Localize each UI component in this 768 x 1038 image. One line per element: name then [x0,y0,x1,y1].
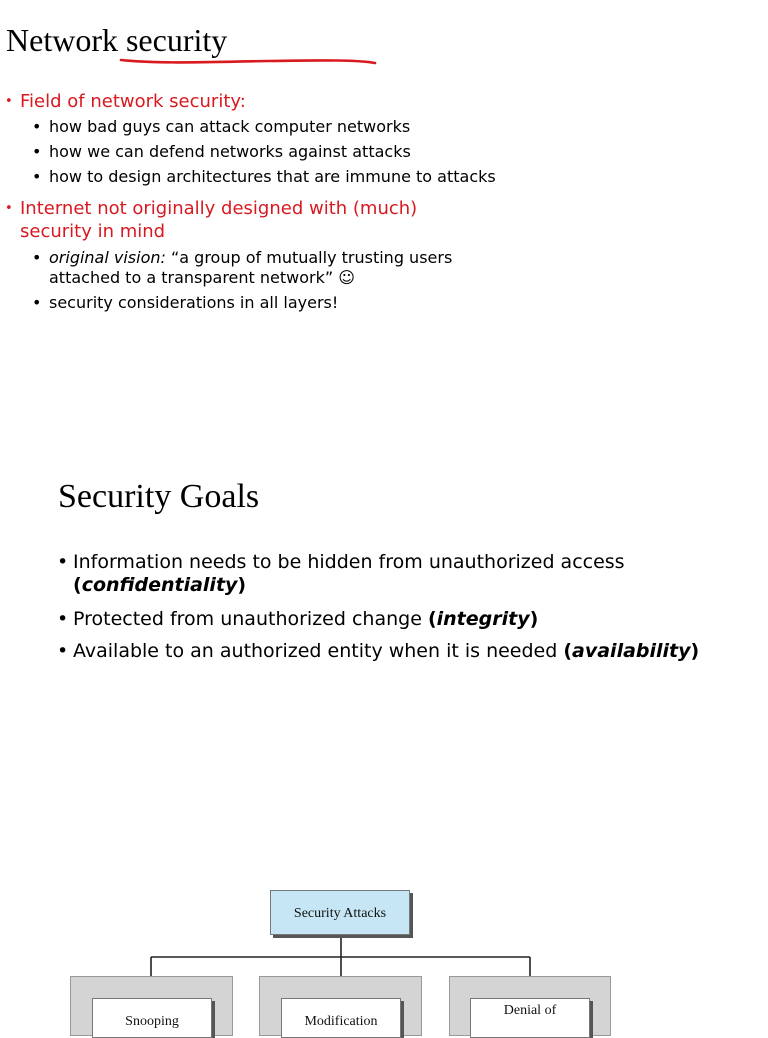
paren-close: ) [690,640,700,662]
root-node-security-attacks [270,890,410,935]
goal-term: availability [572,640,691,662]
node-denial-of-service [470,998,590,1038]
bullet-prefix: Available to an authorized entity when it is needed [73,640,564,662]
bullet-dot: • [5,201,13,216]
slide2-title: Security Goals [58,478,260,515]
goal-term: integrity [436,608,530,630]
paren-close: ) [529,608,539,630]
node-modification [281,998,401,1038]
bullet-text: security considerations in all layers! [49,293,339,312]
bullet-prefix: Protected from unauthorized change [73,608,428,630]
node-label: Denial of [503,1003,557,1018]
root-label: Security Attacks [293,906,387,921]
node-label: Snooping [125,1014,179,1029]
bullet-dot: • [5,94,13,109]
italic-label: original vision: [49,248,166,267]
bullet-text: Field of network security: [20,91,246,112]
bullet-dot: • [32,248,42,267]
slide1-title: Network security [6,22,228,58]
bullet-dot: • [57,551,69,573]
goal-term: confidentiality [81,574,238,596]
paren-open: ( [73,574,82,596]
bullet-text-line1: Information needs to be hidden from unauthorized access [73,551,625,573]
bullet-dot: • [57,608,69,630]
bullet-text-line1: Internet not originally designed with (much) [20,198,418,219]
paren-close: ) [237,574,247,596]
bullet-text: how we can defend networks against attacks [49,142,411,161]
paren-open: ( [563,640,573,662]
bullet-dot: • [32,117,42,136]
node-label: Modification [304,1014,378,1029]
quote-line1: “a group of mutually trusting users [165,248,453,267]
bullet-dot: • [32,167,42,186]
bullet-text: how bad guys can attack computer networks [49,117,411,136]
node-snooping [92,998,212,1038]
bullet-dot: • [32,142,42,161]
bullet-text-line2: security in mind [20,221,166,242]
bullet-dot: • [57,640,69,662]
quote-line2: attached to a transparent network” ☺ [49,268,355,287]
bullet-dot: • [32,293,42,312]
paren-open: ( [427,608,437,630]
bullet-text: how to design architectures that are immune to attacks [49,167,496,186]
